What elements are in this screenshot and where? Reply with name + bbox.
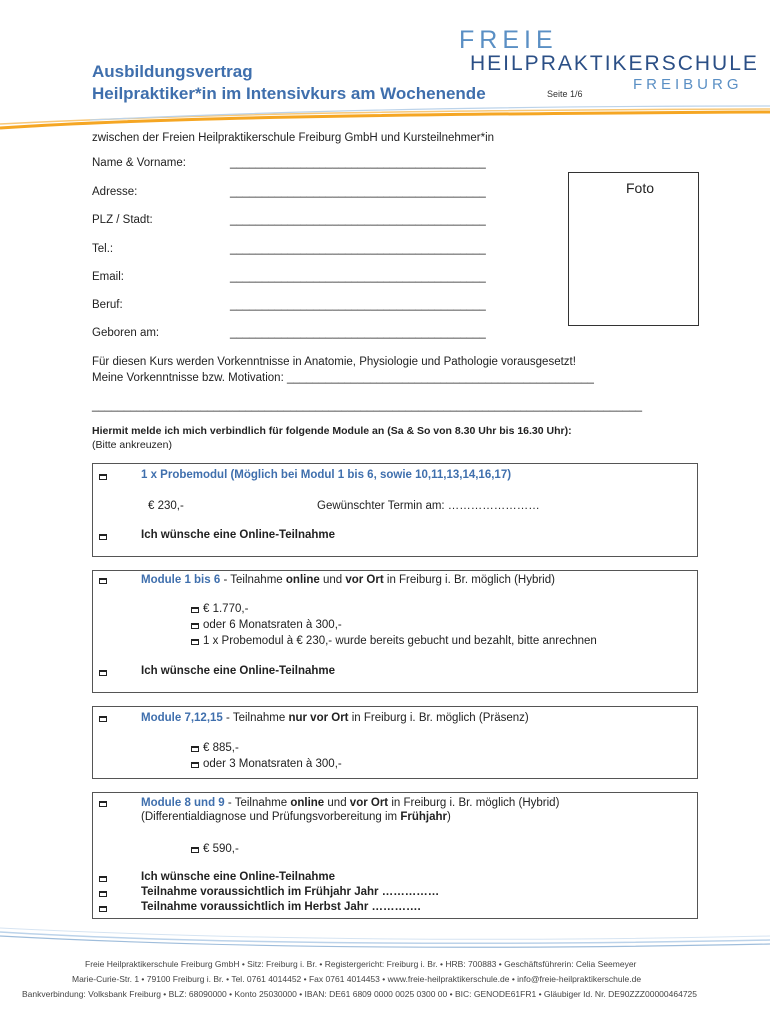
module-7-12-15-desc-b: nur vor Ort	[288, 712, 349, 724]
module-8-9-online-label: Ich wünsche eine Online-Teilnahme	[141, 871, 336, 883]
probemodul-termin[interactable]: Gewünschter Termin am: ……………………	[317, 500, 540, 512]
module-8-9-title	[141, 797, 559, 809]
module-1-6-opt3: 1 x Probemodul à € 230,- wurde bereits gebucht und bezahlt, bitte anrechnen	[203, 635, 597, 647]
field-line-address[interactable]: ________________________________________	[230, 186, 486, 198]
probemodul-price: € 230,-	[148, 500, 184, 512]
module-7-12-15-desc-a: - Teilnahme	[222, 712, 289, 724]
module-8-9-desc-b: online	[290, 797, 325, 809]
module-7-12-15-title	[141, 712, 529, 724]
module-8-9-opt1-checkbox[interactable]	[191, 847, 199, 853]
module-7-12-15-desc-c: in Freiburg i. Br. möglich (Präsenz)	[348, 712, 529, 724]
field-line-birth[interactable]: ________________________________________	[230, 327, 486, 339]
footer-bank: Bankverbindung: Volksbank Freiburg • BLZ: 68090000 • Konto 25030000 • IBAN: DE61 6809 0000 0025 0300 00 • BIC: GENODE61FR1 • Gläubiger Id. Nr. DE90ZZZ00000464725	[22, 989, 697, 999]
document-title: Ausbildungsvertrag	[92, 62, 253, 81]
probemodul-online-checkbox[interactable]	[99, 534, 107, 540]
module-1-6-online-checkbox[interactable]	[99, 670, 107, 676]
module-8-9-sub-c: )	[446, 811, 451, 823]
module-8-9-autumn-label: Teilnahme voraussichtlich im Herbst Jahr ………….	[141, 901, 421, 913]
module-8-9-subtitle	[141, 811, 451, 823]
knowledge-line[interactable]: ______________________________________________________________________________________	[92, 400, 643, 412]
module-1-6-opt1-checkbox[interactable]	[191, 607, 199, 613]
module-8-9-autumn-checkbox[interactable]	[99, 906, 107, 912]
module-7-12-15-checkbox[interactable]	[99, 716, 107, 722]
module-1-6-desc-c: und	[319, 574, 346, 586]
probemodul-online-label: Ich wünsche eine Online-Teilnahme	[141, 529, 336, 541]
module-7-12-15-opt2: oder 3 Monatsraten à 300,-	[203, 758, 342, 770]
module-1-6-desc-b: online	[285, 574, 320, 586]
page-number: Seite 1/6	[547, 89, 583, 99]
logo-freiburg: FREIBURG	[633, 76, 743, 93]
document-subtitle: Heilpraktiker*in im Intensivkurs am Wochenende	[92, 84, 486, 103]
module-1-6-desc-e: in Freiburg i. Br. möglich (Hybrid)	[383, 574, 555, 586]
field-line-city[interactable]: ________________________________________	[230, 214, 486, 226]
module-1-6-opt3-checkbox[interactable]	[191, 639, 199, 645]
module-8-9-desc-c: und	[324, 797, 350, 809]
header-swoosh	[0, 100, 770, 130]
module-8-9-checkbox[interactable]	[99, 801, 107, 807]
field-line-job[interactable]: ________________________________________	[230, 299, 486, 311]
logo-freie: FREIE	[459, 26, 558, 54]
module-8-9-spring-label: Teilnahme voraussichtlich im Frühjahr Jahr ……………	[141, 886, 440, 898]
intro-text: zwischen der Freien Heilpraktikerschule Freiburg GmbH und Kursteilnehmer*in	[92, 132, 495, 144]
module-1-6-opt1: € 1.770,-	[203, 603, 249, 615]
module-8-9-name: Module 8 und 9	[141, 797, 225, 809]
module-1-6-opt2-checkbox[interactable]	[191, 623, 199, 629]
logo-heilpraktikerschule: HEILPRAKTIKERSCHULE	[470, 52, 759, 75]
module-8-9-spring-checkbox[interactable]	[99, 891, 107, 897]
footer-address: Marie-Curie-Str. 1 • 79100 Freiburg i. Br. • Tel. 0761 4014452 • Fax 0761 4014453 • www.freie-heilpraktikerschule.de • info@freie-heilpraktikerschule.de	[72, 974, 642, 984]
module-7-12-15-name: Module 7,12,15	[141, 712, 223, 724]
module-8-9-desc-d: vor Ort	[349, 797, 389, 809]
field-label-city: PLZ / Stadt:	[92, 214, 153, 226]
field-line-phone[interactable]: ________________________________________	[230, 243, 486, 255]
field-line-name[interactable]: ________________________________________	[230, 157, 486, 169]
field-label-name: Name & Vorname:	[92, 157, 186, 169]
binding-hint: (Bitte ankreuzen)	[92, 439, 172, 451]
module-1-6-checkbox[interactable]	[99, 578, 107, 584]
module-7-12-15-opt1-checkbox[interactable]	[191, 746, 199, 752]
module-8-9-online-checkbox[interactable]	[99, 876, 107, 882]
binding-registration: Hiermit melde ich mich verbindlich für folgende Module an (Sa & So von 8.30 Uhr bis 16.30 Uhr):	[92, 425, 572, 437]
module-7-12-15-opt2-checkbox[interactable]	[191, 762, 199, 768]
module-1-6-online-label: Ich wünsche eine Online-Teilnahme	[141, 665, 336, 677]
module-8-9-sub-b: Frühjahr	[400, 811, 447, 823]
footer-swoosh	[0, 922, 770, 952]
photo-label: Foto	[626, 180, 655, 196]
knowledge-motivation[interactable]: Meine Vorkenntnisse bzw. Motivation: ________________________________________________	[92, 372, 594, 384]
module-1-6-desc-d: vor Ort	[345, 574, 384, 586]
field-label-job: Beruf:	[92, 299, 123, 311]
module-7-12-15-opt1: € 885,-	[203, 742, 239, 754]
field-line-email[interactable]: ________________________________________	[230, 271, 486, 283]
module-1-6-title	[141, 574, 555, 586]
module-8-9-opt1: € 590,-	[203, 843, 239, 855]
module-8-9-desc-e: in Freiburg i. Br. möglich (Hybrid)	[388, 797, 560, 809]
module-1-6-name: Module 1 bis 6	[141, 574, 221, 586]
footer-company: Freie Heilpraktikerschule Freiburg GmbH • Sitz: Freiburg i. Br. • Registergericht: Freiburg i. Br. • HRB: 700883 • Geschäftsführerin: Celia Seemeyer	[85, 959, 637, 969]
field-label-birth: Geboren am:	[92, 327, 160, 339]
module-1-6-desc-a: - Teilnahme	[220, 574, 286, 586]
module-8-9-desc-a: - Teilnahme	[224, 797, 291, 809]
field-label-phone: Tel.:	[92, 243, 114, 255]
module-1-6-opt2: oder 6 Monatsraten à 300,-	[203, 619, 342, 631]
knowledge-requirement: Für diesen Kurs werden Vorkenntnisse in Anatomie, Physiologie und Pathologie vorausgesetzt!	[92, 356, 576, 368]
field-label-address: Adresse:	[92, 186, 138, 198]
probemodul-checkbox[interactable]	[99, 474, 107, 480]
module-8-9-sub-a: (Differentialdiagnose und Prüfungsvorbereitung im	[141, 811, 401, 823]
probemodul-title: 1 x Probemodul (Möglich bei Modul 1 bis 6, sowie 10,11,13,14,16,17)	[141, 469, 512, 481]
field-label-email: Email:	[92, 271, 124, 283]
